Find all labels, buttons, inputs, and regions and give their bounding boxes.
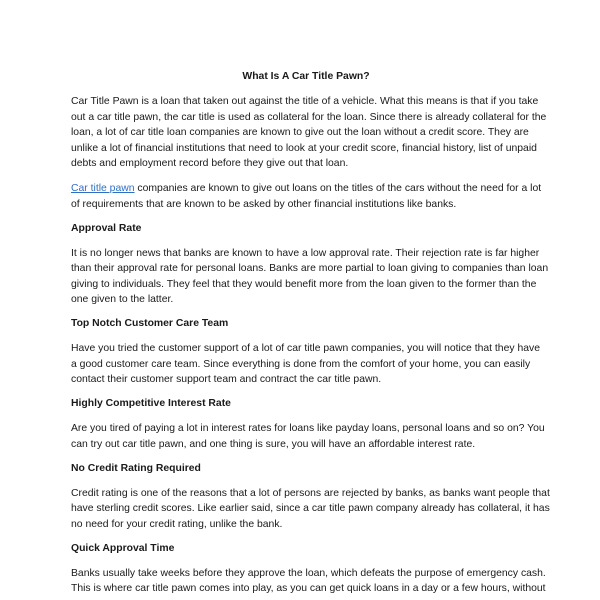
paragraph-line: Credit rating is one of the reasons that a lot of persons are rejected by banks, as banks want people that xyxy=(71,487,550,499)
paragraph-line: Have you tried the customer support of a lot of car title pawn companies, you will notice that they have xyxy=(71,343,540,354)
intro-line: unlike a lot of financial institutions that need to look at your credit score, financial history, list of unpaid xyxy=(71,142,537,154)
section-heading-interest-rate: Highly Competitive Interest Rate xyxy=(71,398,231,409)
intro-line: loan, a lot of car title loan companies are known to give out the loan without a credit score. They are xyxy=(71,127,529,138)
section-heading-approval-rate: Approval Rate xyxy=(71,222,142,234)
intro-line: debts and employment record before they give out that loan. xyxy=(71,158,349,169)
paragraph-line: than their approval rate for personal loans. Banks are more partial to loan giving to companies than loan xyxy=(71,263,549,274)
link-paragraph-line xyxy=(71,181,541,197)
paragraph-line: It is no longer news that banks are known to have a low approval rate. Their rejection rate is far higher xyxy=(71,247,540,259)
section-paragraph-approval-rate xyxy=(71,246,549,308)
section-paragraph-interest-rate xyxy=(71,421,545,452)
paragraph-line: Banks usually take weeks before they approve the loan, which defeats the purpose of emergency cash. xyxy=(71,567,546,579)
link-paragraph-line: of requirements that are known to be asked by other financial institutions like banks. xyxy=(71,198,457,210)
paragraph-line: can try out car title pawn, and one thing is sure, you will have an affordable interest rate. xyxy=(71,438,476,450)
paragraph-line: no need for your credit rating, unlike the bank. xyxy=(71,518,283,530)
paragraph-line: Are you tired of paying a lot in interest rates for loans like payday loans, personal loans and so on? You xyxy=(71,423,545,434)
paragraph-line: have sterling credit scores. Like earlier said, since a car title pawn company already has collateral, it has xyxy=(71,503,550,514)
paragraph-line: one given to the latter. xyxy=(71,294,174,305)
section-heading-no-credit-rating: No Credit Rating Required xyxy=(71,462,201,474)
section-paragraph-no-credit-rating xyxy=(71,486,550,533)
link-paragraph xyxy=(71,181,541,212)
link-paragraph-text: companies are known to give out loans on the titles of the cars without the need for a lot xyxy=(134,183,542,194)
section-paragraph-customer-care xyxy=(71,341,541,388)
paragraph-line: contact their customer support team and contract the car title pawn. xyxy=(71,374,382,385)
intro-line: Car Title Pawn is a loan that taken out against the title of a vehicle. What this means is that if you take xyxy=(71,96,539,107)
section-paragraph-quick-approval xyxy=(71,566,546,597)
section-heading-customer-care: Top Notch Customer Care Team xyxy=(71,318,229,329)
paragraph-line: a good customer care team. Since everything is done from the comfort of your home, you can easily xyxy=(71,358,531,370)
intro-line: out a car title pawn, the car title is used as collateral for the loan. Since there is already collateral for the xyxy=(71,111,547,123)
document-title: What Is A Car Title Pawn? xyxy=(242,71,370,82)
intro-paragraph xyxy=(71,94,547,172)
paragraph-line: This is where car title pawn comes into play, as you can get quick loans in a day or a few hours, without xyxy=(71,583,546,594)
section-heading-quick-approval: Quick Approval Time xyxy=(71,542,175,554)
document-content xyxy=(71,70,550,600)
car-title-pawn-link[interactable]: Car title pawn xyxy=(71,183,135,194)
paragraph-line: giving to individuals. They feel that they would benefit more from the loan given to the former than the xyxy=(71,278,537,290)
